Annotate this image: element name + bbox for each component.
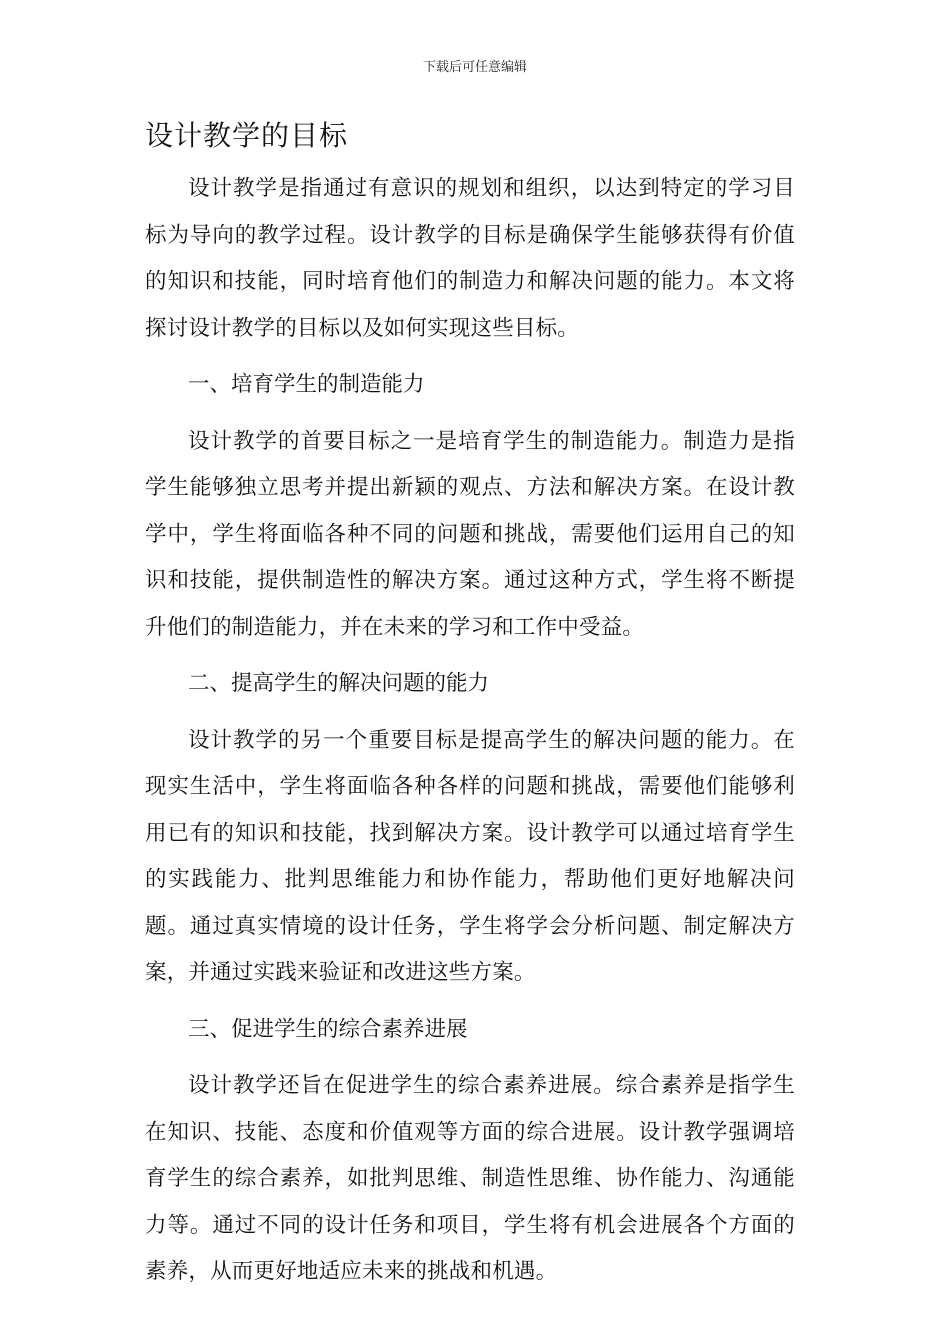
intro-paragraph: 设计教学是指通过有意识的规划和组织，以达到特定的学习目标为导向的教学过程。设计教学的目标是确保学生能够获得有价值的知识和技能，同时培育他们的制造力和解决问题的能力。本文将探讨设计教学的目标以及如何实现这些目标。: [145, 176, 795, 341]
section-body-1: 设计教学的首要目标之一是培育学生的制造能力。制造力是指学生能够独立思考并提出新颖的观点、方法和解决方案。在设计教学中，学生将面临各种不同的问题和挑战，需要他们运用自己的知识和技能，提供制造性的解决方案。通过这种方式，学生将不断提升他们的制造能力，并在未来的学习和工作中受益。: [145, 428, 795, 640]
section-body-3: 设计教学还旨在促进学生的综合素养进展。综合素养是指学生在知识、技能、态度和价值观等方面的综合进展。设计教学强调培育学生的综合素养，如批判思维、制造性思维、协作能力、沟通能力等。通过不同的设计任务和项目，学生将有机会进展各个方面的素养，从而更好地适应未来的挑战和机遇。: [145, 1073, 795, 1284]
section-heading-1: 一、培育学生的制造能力: [188, 372, 425, 397]
document-body: [145, 112, 795, 1296]
section-heading-3: 三、促进学生的综合素养进展: [188, 1016, 468, 1042]
section-heading-2: 二、提高学生的解决问题的能力: [188, 671, 490, 696]
document-title: 设计教学的目标: [145, 119, 349, 152]
section-body-2: 设计教学的另一个重要目标是提高学生的解决问题的能力。在现实生活中，学生将面临各种各样的问题和挑战，需要他们能够利用已有的知识和技能，找到解决方案。设计教学可以通过培育学生的实践能力、批判思维能力和协作能力，帮助他们更好地解决问题。通过真实情境的设计任务，学生将学会分析问题、制定解决方案，并通过实践来验证和改进这些方案。: [145, 727, 795, 985]
header-note: 下载后可任意编辑: [422, 60, 527, 75]
